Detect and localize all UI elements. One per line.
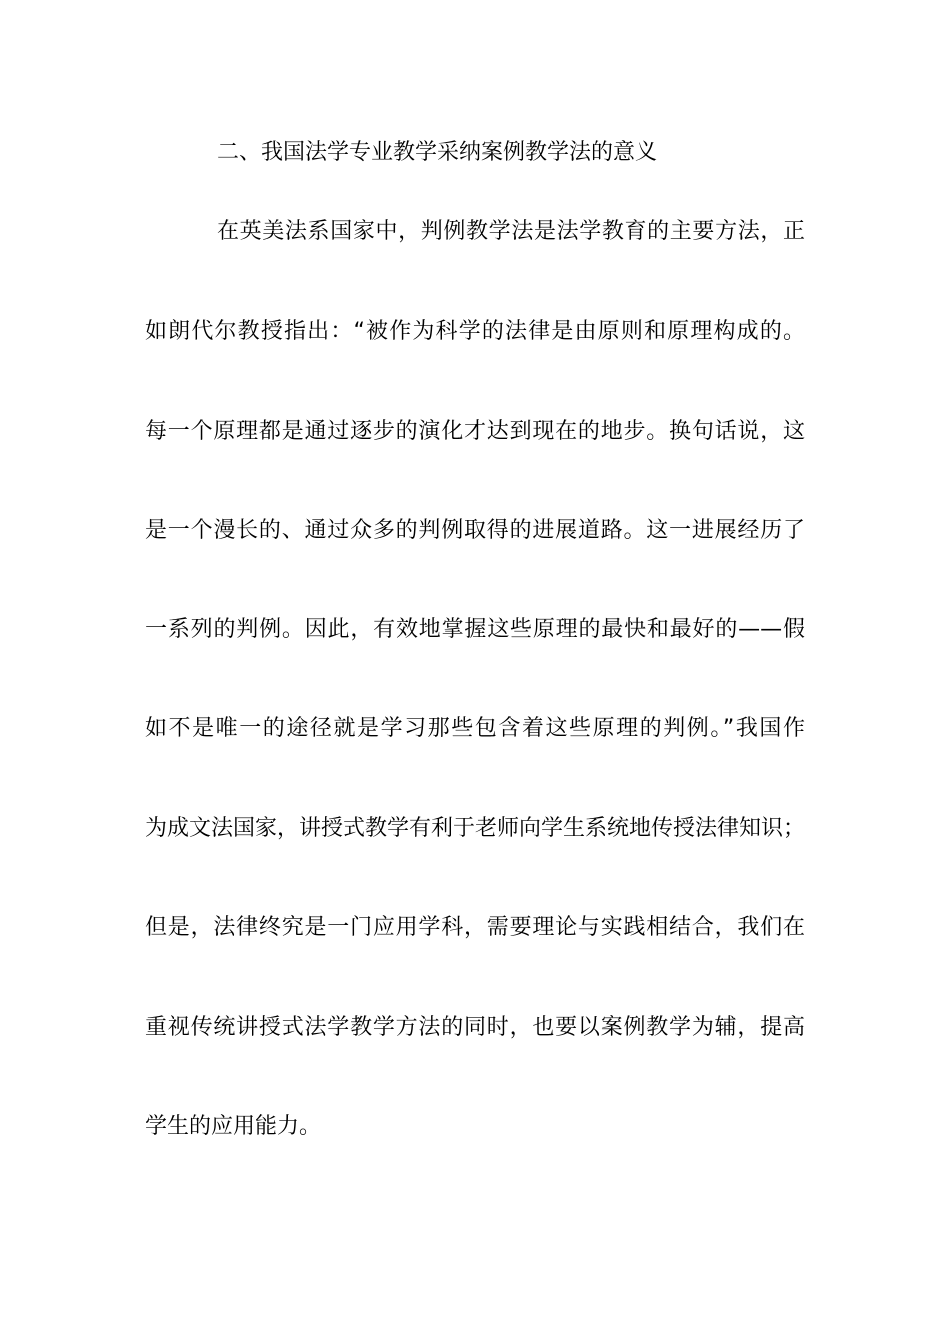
paragraph-line-3: 每一个原理都是通过逐步的演化才达到现在的地步。换句话说，这 [145,419,805,444]
paragraph-line-4: 是一个漫长的、通过众多的判例取得的进展道路。这一进展经历了 [145,518,805,543]
paragraph-line-1: 在英美法系国家中，判例教学法是法学教育的主要方法，正 [217,219,805,244]
paragraph-line-2: 如朗代尔教授指出：“被作为科学的法律是由原则和原理构成的。 [145,319,805,344]
paragraph-line-8: 但是，法律终究是一门应用学科，需要理论与实践相结合，我们在 [145,915,805,940]
paragraph-line-6: 如不是唯一的途径就是学习那些包含着这些原理的判例。”我国作 [145,716,805,741]
section-heading: 二、我国法学专业教学采纳案例教学法的意义 [217,140,658,165]
paragraph-line-7: 为成文法国家，讲授式教学有利于老师向学生系统地传授法律知识； [145,816,806,841]
paragraph-line-5: 一系列的判例。因此，有效地掌握这些原理的最快和最好的——假 [145,617,805,642]
paragraph-line-9: 重视传统讲授式法学教学方法的同时，也要以案例教学为辅，提高 [145,1015,805,1040]
paragraph-line-10: 学生的应用能力。 [145,1114,322,1139]
